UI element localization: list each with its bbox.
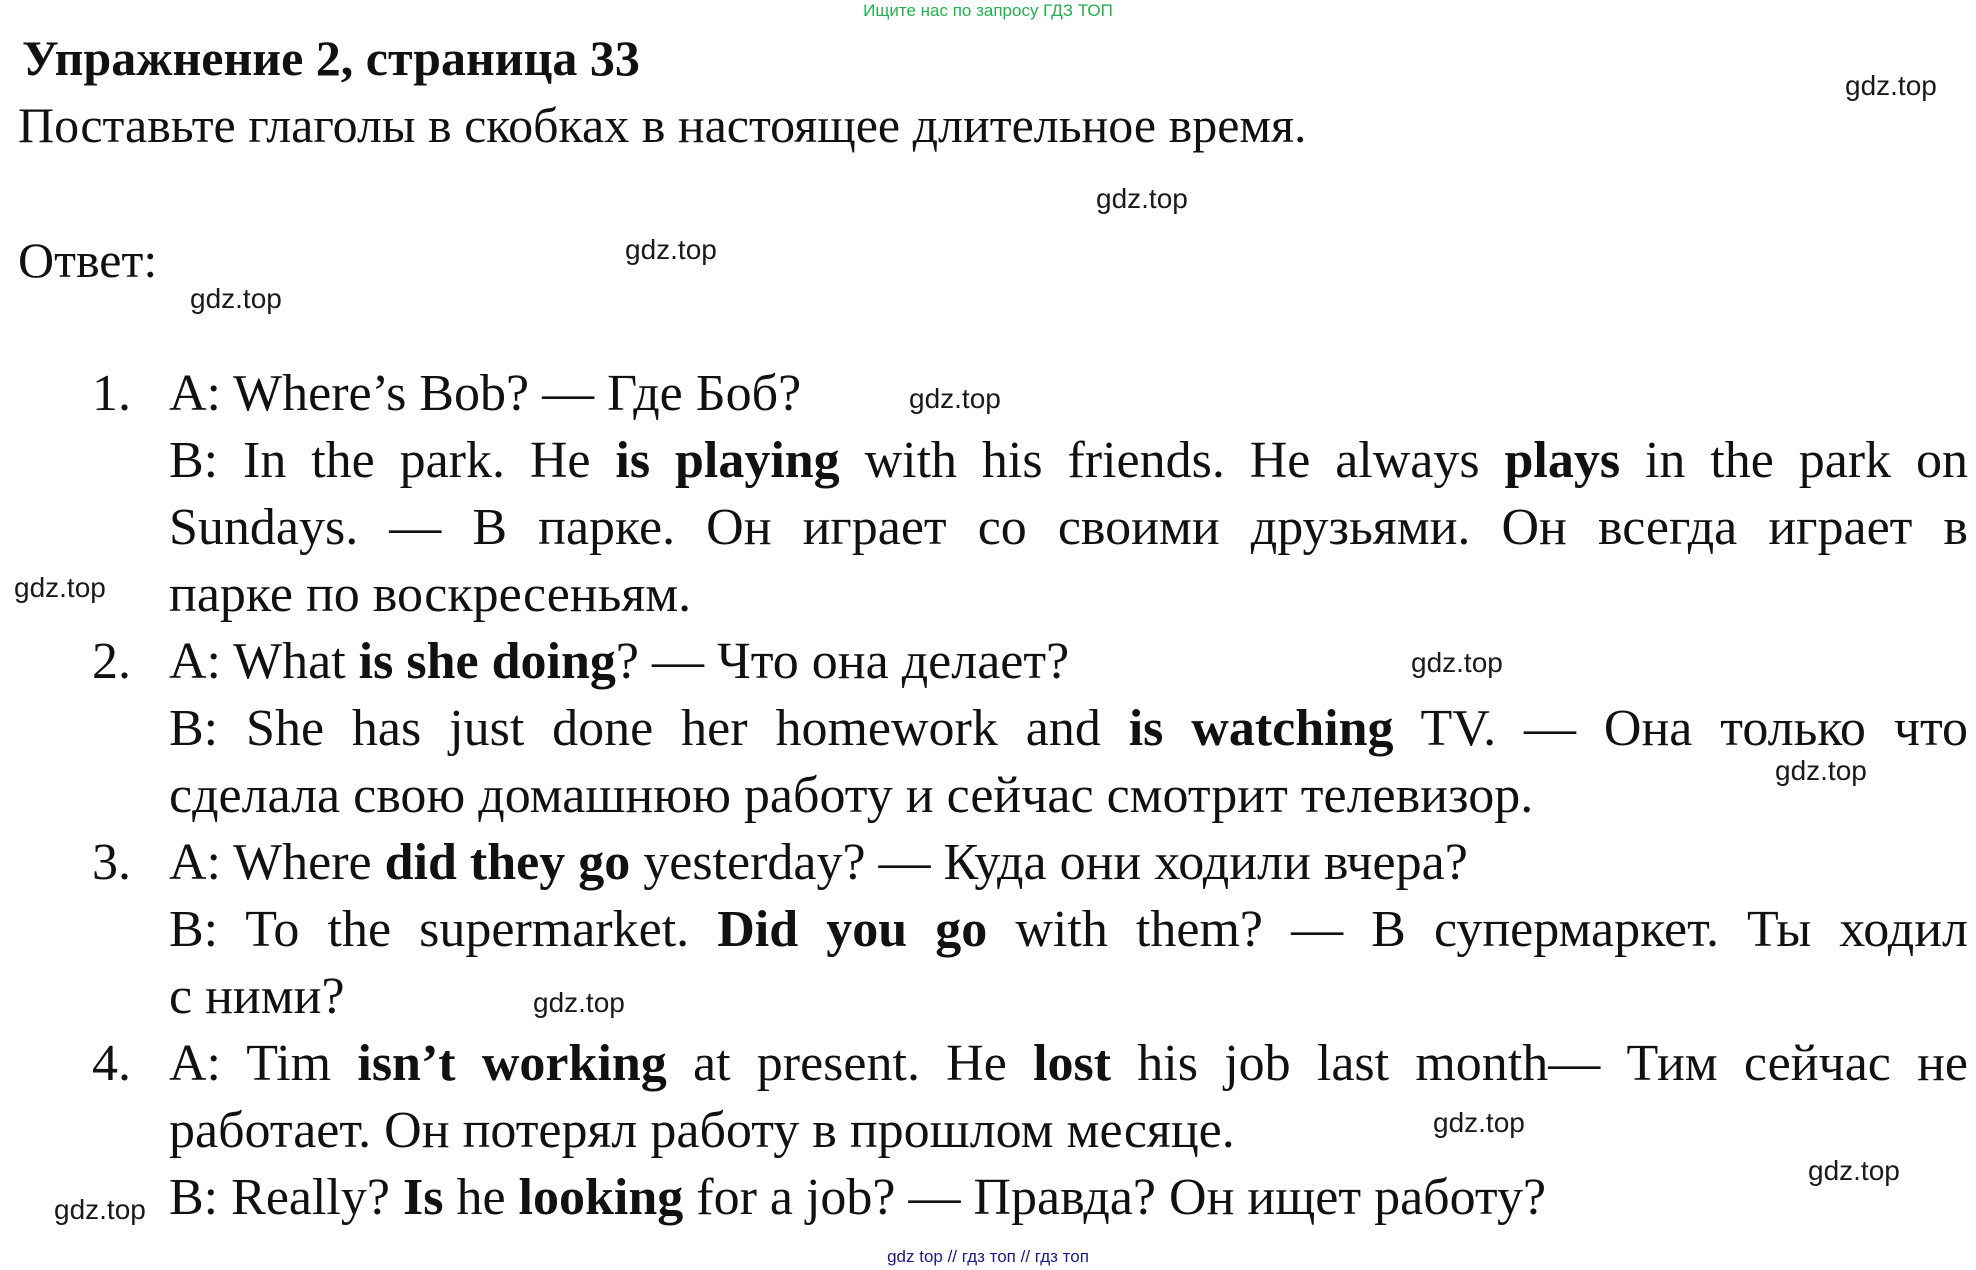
text: A: Tim (169, 1035, 358, 1092)
text: TV. — Она только что (1393, 700, 1969, 757)
watermark: gdz.top (1433, 1107, 1525, 1138)
watermark: gdz.top (1411, 647, 1503, 678)
watermark: gdz.top (625, 234, 717, 265)
text: he (443, 1169, 519, 1226)
text: his job last month— Тим сейчас не (1111, 1035, 1969, 1092)
text: at present. He (666, 1035, 1034, 1092)
answer-verb: Did you go (717, 901, 988, 958)
top-banner: Ищите нас по запросу ГДЗ ТОП (863, 1, 1113, 20)
watermark: gdz.top (909, 383, 1001, 414)
footer-links: gdz top // гдз топ // гдз топ (887, 1247, 1089, 1266)
text: with them? — В супермаркет. Ты ходил (987, 901, 1969, 958)
item-number: 3. (92, 834, 131, 891)
exercise-instruction: Поставьте глаголы в скобках в настоящее длительное время. (18, 97, 1307, 153)
watermark: gdz.top (1775, 755, 1867, 786)
text: yesterday? — Куда они ходили вчера? (630, 834, 1468, 891)
line-a (169, 829, 1968, 896)
line-a-cont: работает. Он потерял работу в прошлом месяце. (169, 1102, 1235, 1159)
answer-verb: isn’t working (357, 1035, 667, 1092)
item-number: 4. (92, 1035, 131, 1092)
page-title: Упражнение 2, страница 33 (22, 30, 640, 86)
watermark: gdz.top (54, 1194, 146, 1225)
line-b (169, 896, 1968, 963)
answer-item-3 (0, 829, 1976, 1030)
text: B: To the supermarket. (169, 901, 718, 958)
answer-verb: Is (402, 1169, 444, 1226)
text: for a job? — Правда? Он ищет работу? (683, 1169, 1547, 1226)
answer-list (0, 360, 1976, 1231)
watermark: gdz.top (1845, 70, 1937, 101)
line-a (169, 1030, 1968, 1097)
answer-verb: is watching (1128, 700, 1394, 757)
line-b-cont: сделала свою домашнюю работу и сейчас смотрит телевизор. (169, 767, 1534, 824)
answer-verb: did they go (384, 834, 631, 891)
answer-verb: plays (1504, 432, 1621, 489)
text: B: Really? (169, 1169, 403, 1226)
line-b (169, 695, 1968, 762)
answer-label: Ответ: (18, 232, 158, 288)
item-number: 1. (92, 365, 131, 422)
answer-verb: is playing (615, 432, 840, 489)
text: A: What (169, 633, 359, 690)
text: A: Where (169, 834, 385, 891)
line-b-cont: парке по воскресеньям. (169, 566, 692, 623)
answer-item-4 (0, 1030, 1976, 1231)
watermark: gdz.top (1096, 183, 1188, 214)
watermark: gdz.top (190, 283, 282, 314)
text: A: Where’s Bob? — Где Боб? (169, 365, 802, 422)
text: ? — Что она делает? (615, 633, 1070, 690)
text: B: In the park. He (169, 432, 616, 489)
line-a (169, 628, 1968, 695)
text: in the park on (1620, 432, 1968, 489)
item-number: 2. (92, 633, 131, 690)
line-b (169, 1164, 1968, 1231)
line-a (169, 360, 1968, 427)
watermark: gdz.top (1808, 1155, 1900, 1186)
text: B: She has just done her homework and (169, 700, 1129, 757)
answer-verb: lost (1033, 1035, 1112, 1092)
answer-verb: is she doing (358, 633, 616, 690)
line-b (169, 427, 1968, 494)
answer-item-2 (0, 628, 1976, 829)
line-b-cont: Sundays. — В парке. Он играет со своими друзьями. Он всегда играет в (169, 499, 1968, 556)
watermark: gdz.top (14, 572, 106, 603)
text: with his friends. He always (839, 432, 1505, 489)
answer-verb: looking (518, 1169, 684, 1226)
watermark: gdz.top (533, 987, 625, 1018)
line-b-cont: с ними? (169, 968, 345, 1025)
